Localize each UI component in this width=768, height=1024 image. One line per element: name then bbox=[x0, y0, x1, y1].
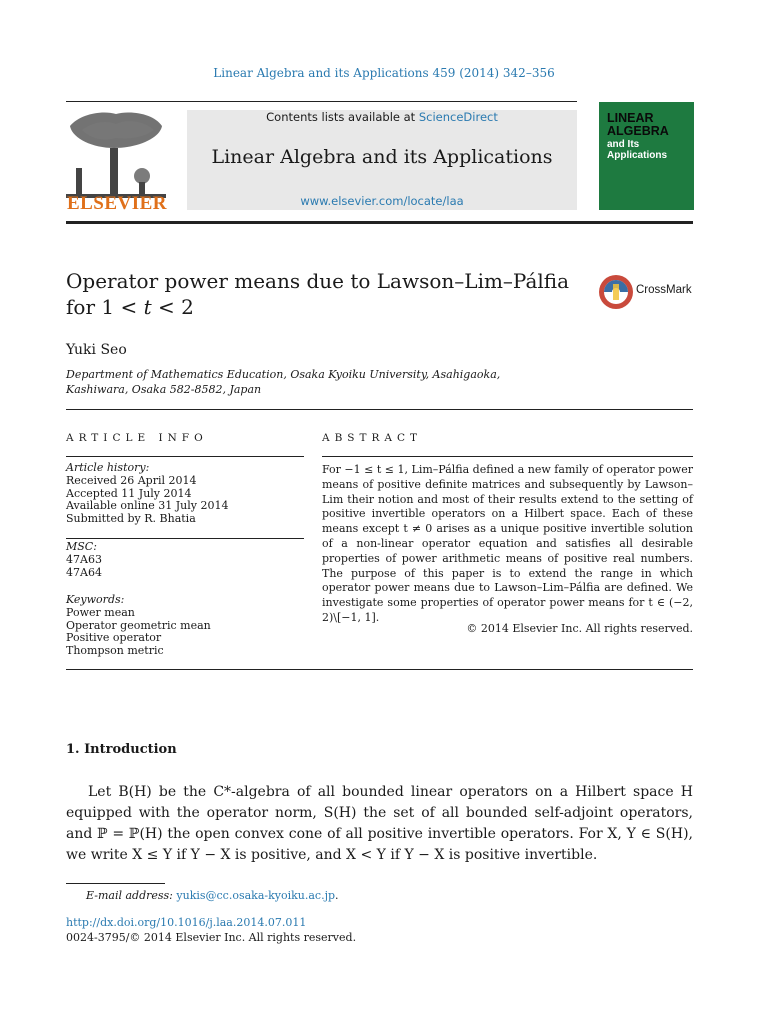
keyword-item: Power mean bbox=[66, 605, 135, 619]
email-label: E-mail address: bbox=[86, 889, 173, 902]
msc-code: 47A64 bbox=[66, 565, 102, 579]
introduction-heading: 1. Introduction bbox=[66, 742, 177, 757]
footnote-email: E-mail address: yukis@cc.osaka-kyoiku.ac.jp. bbox=[86, 889, 339, 902]
introduction-paragraph bbox=[66, 782, 693, 866]
journal-name: Linear Algebra and its Applications bbox=[211, 146, 553, 168]
abstract-bottom-rule bbox=[66, 669, 693, 670]
paper-title bbox=[66, 268, 586, 320]
crossmark-icon[interactable] bbox=[598, 274, 634, 310]
msc-code: 47A63 bbox=[66, 552, 102, 566]
keywords-label: Keywords: bbox=[66, 593, 125, 606]
msc-block bbox=[66, 541, 102, 579]
history-online: Available online 31 July 2014 bbox=[66, 499, 229, 513]
journal-reference-link[interactable]: Linear Algebra and its Applications 459 (2014) 342–356 bbox=[213, 66, 555, 80]
author-affiliation: Department of Mathematics Education, Osaka Kyoiku University, Asahigaoka, Kashiwara, Osaka 582-8582, Japan bbox=[66, 368, 501, 396]
paper-title-line2 bbox=[66, 294, 586, 320]
keyword-item: Positive operator bbox=[66, 631, 162, 645]
crossmark-label[interactable]: CrossMark bbox=[636, 284, 692, 296]
header-top-rule bbox=[66, 101, 577, 102]
contents-line bbox=[187, 110, 577, 124]
title-prefix: for 1 < bbox=[66, 295, 144, 319]
info-top-rule bbox=[66, 409, 693, 410]
issn-line: 0024-3795/© 2014 Elsevier Inc. All rights reserved. bbox=[66, 931, 357, 944]
footnote-rule bbox=[66, 883, 165, 884]
article-history bbox=[66, 462, 228, 526]
elsevier-wordmark: ELSEVIER bbox=[66, 193, 168, 214]
email-link[interactable]: yukis@cc.osaka-kyoiku.ac.jp bbox=[176, 889, 336, 902]
abstract-copyright: © 2014 Elsevier Inc. All rights reserved. bbox=[466, 622, 693, 635]
info-left-rule bbox=[66, 456, 304, 457]
paper-title-line1: Operator power means due to Lawson–Lim–Pálfia bbox=[66, 269, 570, 293]
msc-label: MSC: bbox=[66, 540, 97, 553]
cover-subtitle: and Its Applications bbox=[607, 139, 668, 161]
doi-link[interactable]: http://dx.doi.org/10.1016/j.laa.2014.07.011 bbox=[66, 916, 307, 929]
title-variable: t bbox=[143, 295, 152, 319]
abstract-heading: ABSTRACT bbox=[322, 432, 423, 444]
abstract-rule bbox=[322, 456, 693, 457]
header-bottom-rule bbox=[66, 221, 693, 224]
history-received: Received 26 April 2014 bbox=[66, 473, 197, 487]
cover-title: LINEAR ALGEBRA bbox=[607, 111, 669, 138]
history-label: Article history: bbox=[66, 461, 150, 474]
keywords-block bbox=[66, 594, 211, 658]
sciencedirect-link[interactable]: ScienceDirect bbox=[418, 110, 498, 124]
history-submitted: Submitted by R. Bhatia bbox=[66, 512, 196, 526]
contents-prefix: Contents lists available at bbox=[266, 110, 419, 124]
msc-rule bbox=[66, 538, 304, 539]
keyword-item: Operator geometric mean bbox=[66, 618, 211, 632]
article-info-heading: ARTICLE INFO bbox=[66, 432, 208, 444]
journal-url-link[interactable]: www.elsevier.com/locate/laa bbox=[300, 194, 464, 208]
abstract-text: For −1 ≤ t ≤ 1, Lim–Pálfia defined a new family of operator power means of positive definite matrices and subsequently by Lawson–Lim their notion and most of their results extend to the setting of positive invertible operators on a Hilbert space. Each of these means except t ≠ 0 arises as a unique positive invertible solution of a non-linear operator equation and satisfies all desirable properties of power arithmetic means of positive real numbers. The purpose of this paper is to extend the range in which operator power means due to Lawson–Lim–Pálfia are defined. We investigate some properties of operator power means for t ∈ (−2, 2)\[−1, 1]. bbox=[322, 463, 693, 624]
author-name: Yuki Seo bbox=[66, 342, 127, 358]
history-accepted: Accepted 11 July 2014 bbox=[66, 486, 192, 500]
introduction-text: Let B(H) be the C*-algebra of all bounded linear operators on a Hilbert space H equipped with the operator norm, S(H) the set of all bounded self-adjoint operators, and ℙ = ℙ(H) the open convex cone of all positive invertible operators. For X, Y ∈ S(H), we write X ≤ Y if Y − X is positive, and X < Y if Y − X is positive invertible. bbox=[66, 784, 693, 863]
keyword-item: Thompson metric bbox=[66, 644, 164, 658]
title-suffix: < 2 bbox=[151, 295, 194, 319]
